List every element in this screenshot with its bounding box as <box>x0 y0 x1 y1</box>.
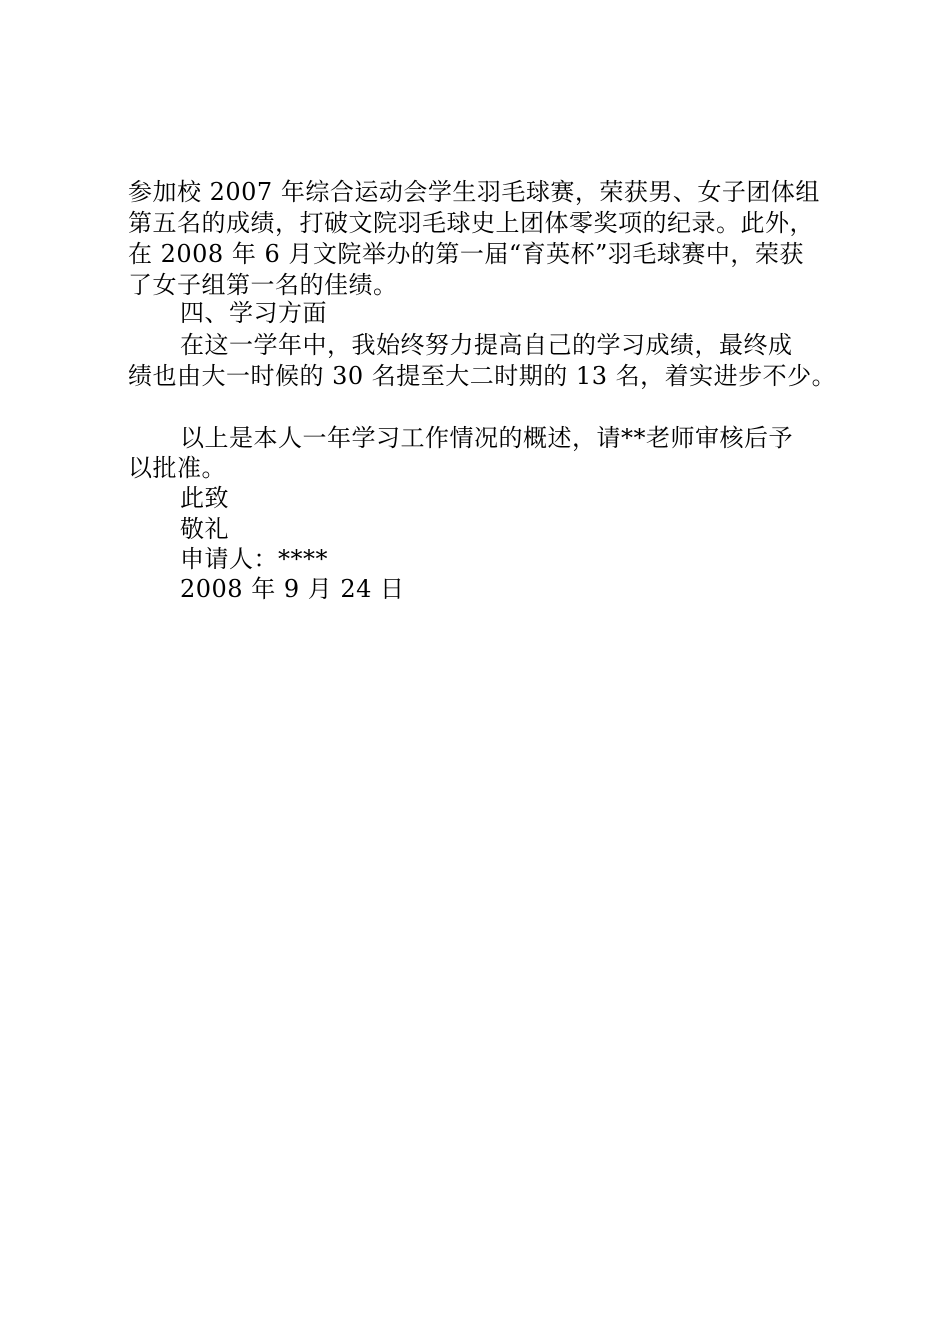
paragraph-line: 绩也由大一时候的 30 名提至大二时期的 13 名，着实进步不少。 <box>128 362 837 390</box>
applicant-signature: 申请人：**** <box>180 545 328 573</box>
paragraph-line: 在 2008 年 6 月文院举办的第一届“育英杯”羽毛球赛中，荣获 <box>128 240 804 268</box>
paragraph-line: 以上是本人一年学习工作情况的概述，请**老师审核后予 <box>180 424 793 452</box>
section-heading: 四、学习方面 <box>180 299 327 327</box>
paragraph-line: 以批准。 <box>128 454 226 482</box>
salutation-line: 此致 <box>180 484 229 512</box>
paragraph-line: 第五名的成绩，打破文院羽毛球史上团体零奖项的纪录。此外， <box>128 209 814 237</box>
paragraph-line: 了女子组第一名的佳绩。 <box>128 271 398 299</box>
paragraph-line: 参加校 2007 年综合运动会学生羽毛球赛，荣获男、女子团体组 <box>128 178 820 206</box>
salutation-line: 敬礼 <box>180 515 229 543</box>
paragraph-line: 在这一学年中，我始终努力提高自己的学习成绩，最终成 <box>180 331 793 359</box>
document-date: 2008 年 9 月 24 日 <box>180 575 405 603</box>
